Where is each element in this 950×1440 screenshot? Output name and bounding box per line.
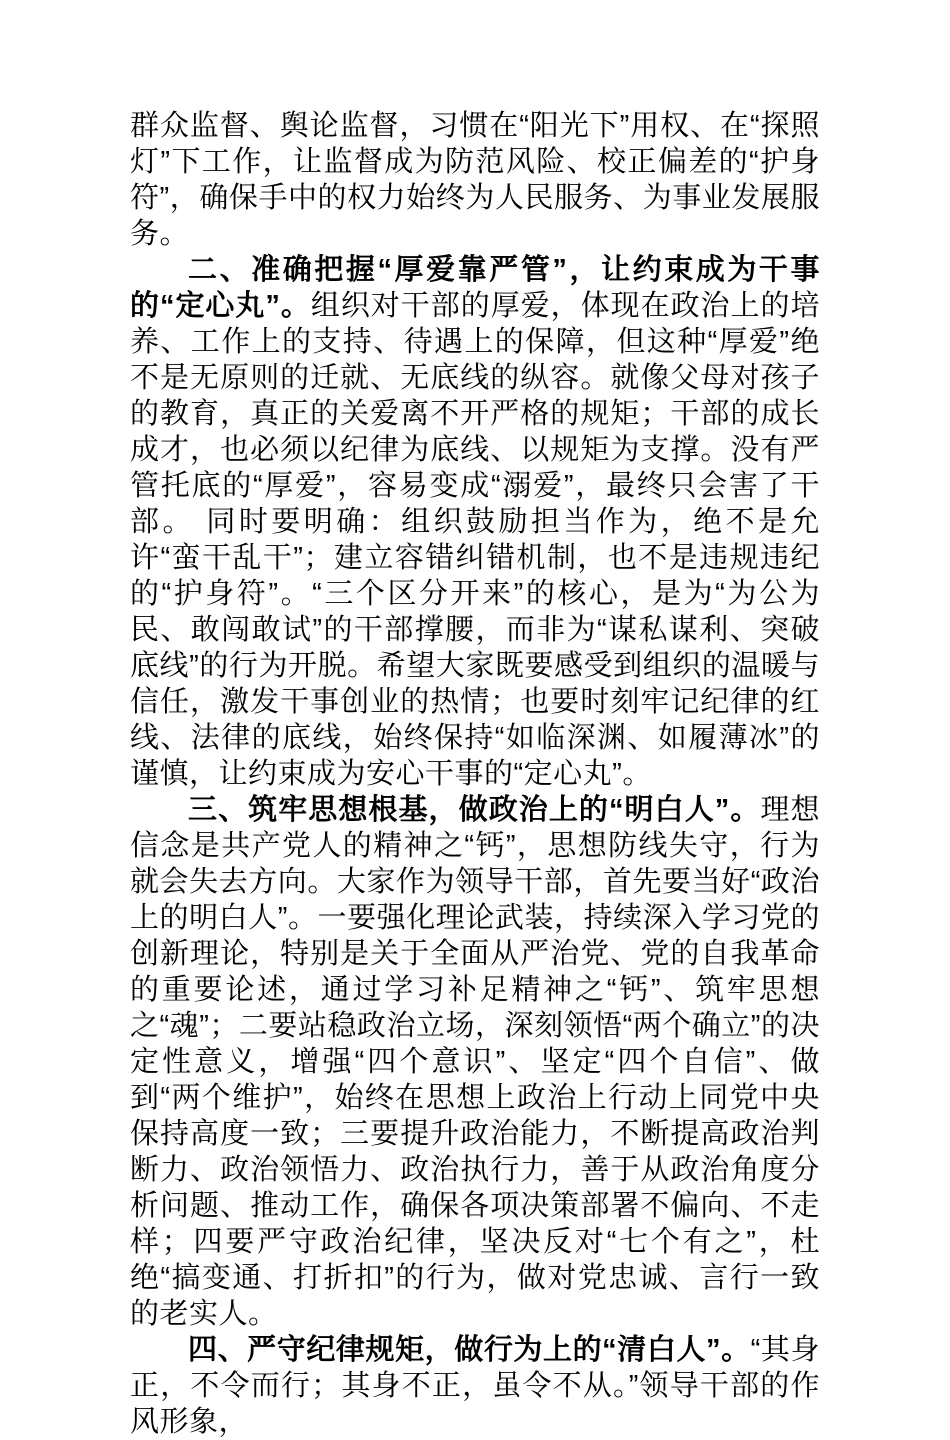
paragraph-body: 群众监督、舆论监督，习惯在“阳光下”用权、在“探照灯”下工作，让监督成为防范风险、校正偏差的“护身符”，确保手中的权力始终为人民服务、为事业发展服务。 bbox=[130, 110, 820, 250]
paragraph-section-four bbox=[130, 1332, 820, 1440]
paragraph-continuation bbox=[130, 108, 820, 252]
section-three-body: 理想信念是共产党人的精神之“钙”，思想防线失守，行为就会失去方向。大家作为领导干部，首先要当好“政治上的明白人”。一要强化理论武装，持续深入学习党的创新理论，特别是关于全面从严治党、党的自我革命的重要论述，通过学习补足精神之“钙”、筑牢思想之“魂”；二要站稳政治立场，深刻领悟“两个确立”的决定性意义，增强“四个意识”、坚定“四个自信”、做到“两个维护”，始终在思想上政治上行动上同党中央保持高度一致；三要提升政治能力，不断提高政治判断力、政治领悟力、政治执行力，善于从政治角度分析问题、推动工作，确保各项决策部署不偏向、不走样；四要严守政治纪律，坚决反对“七个有之”，杜绝“搞变通、打折扣”的行为，做对党忠诚、言行一致的老实人。 bbox=[130, 794, 820, 1330]
section-three-heading: 三、筑牢思想根基，做政治上的“明白人”。 bbox=[188, 794, 761, 826]
section-four-heading: 四、严守纪律规矩，做行为上的“清白人”。 bbox=[188, 1334, 751, 1366]
paragraph-section-two bbox=[130, 252, 820, 792]
paragraph-section-three bbox=[130, 792, 820, 1332]
section-two-heading: 二、准确把握“厚爱靠严管”，让约束成为干事的“定心丸”。 bbox=[130, 254, 820, 322]
section-two-body: 组织对干部的厚爱，体现在政治上的培养、工作上的支持、待遇上的保障，但这种“厚爱”绝不是无原则的迁就、无底线的纵容。就像父母对孩子的教育，真正的关爱离不开严格的规矩；干部的成长成才，也必须以纪律为底线、以规矩为支撑。没有严管托底的“厚爱”，容易变成“溺爱”，最终只会害了干部。 同时要明确：组织鼓励担当作为，绝不是允许“蛮干乱干”；建立容错纠错机制，也不是违规违纪的“护身符”。“三个区分开来”的核心，是为“为公为民、敢闯敢试”的干部撑腰，而非为“谋私谋利、突破底线”的行为开脱。希望大家既要感受到组织的温暖与信任，激发干事创业的热情；也要时刻牢记纪律的红线、法律的底线，始终保持“如临深渊、如履薄冰”的谨慎，让约束成为安心干事的“定心丸”。 bbox=[130, 290, 820, 790]
section-four-body: “其身正，不令而行；其身不正，虽令不从。”领导干部的作风形象， bbox=[130, 1334, 820, 1438]
